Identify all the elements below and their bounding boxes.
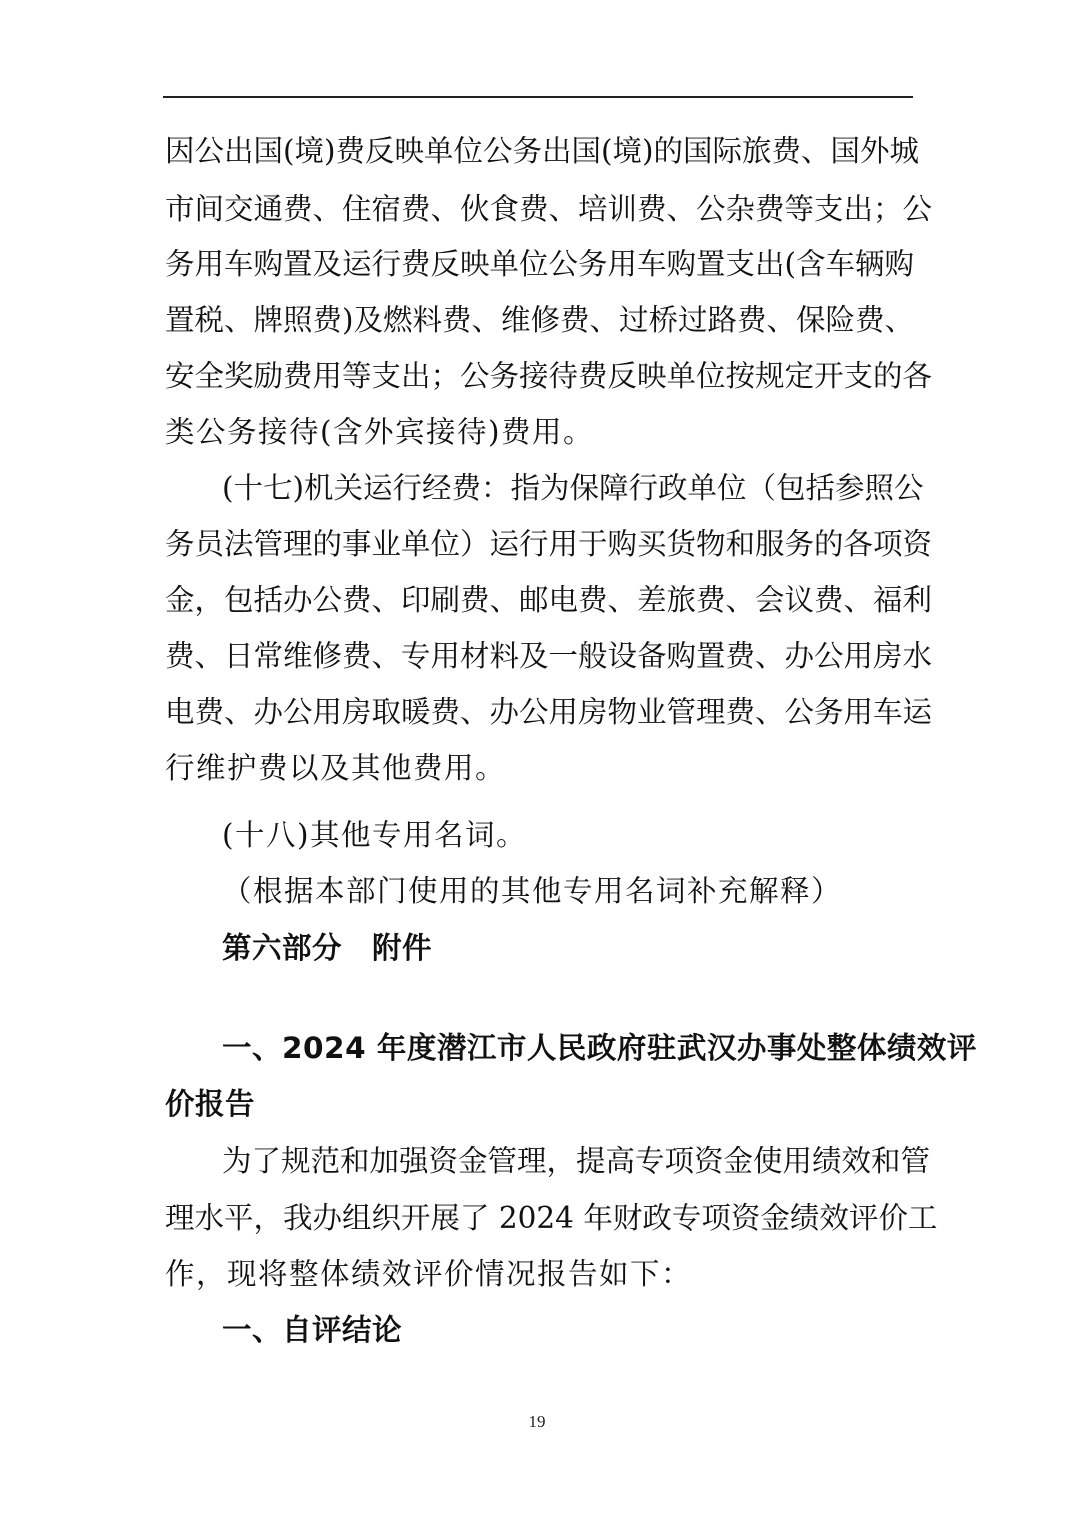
header-rule (163, 96, 913, 98)
body-line: （根据本部门使用的其他专用名词补充解释） (222, 874, 843, 908)
body-line: 市间交通费、住宿费、伙食费、培训费、公杂费等支出；公 (165, 192, 933, 226)
page-number: 19 (528, 1412, 546, 1431)
body-line: 电费、办公用房取暖费、办公用房物业管理费、公务用车运 (165, 695, 933, 729)
body-line: 费、日常维修费、专用材料及一般设备购置费、办公用房水 (165, 639, 933, 673)
body-line: 务用车购置及运行费反映单位公务用车购置支出(含车辆购 (165, 247, 915, 281)
body-line: 因公出国(境)费反映单位公务出国(境)的国际旅费、国外城 (165, 134, 920, 168)
section-heading: 第六部分 附件 (222, 931, 433, 965)
body-line: (十七)机关运行经费：指为保障行政单位（包括参照公 (222, 471, 924, 505)
body-line: 类公务接待(含外宾接待)费用。 (165, 415, 595, 449)
body-line: 为了规范和加强资金管理，提高专项资金使用绩效和管 (222, 1144, 931, 1178)
report-title: 一、2024 年度潜江市人民政府驻武汉办事处整体绩效评 (222, 1031, 977, 1065)
report-title-continued: 价报告 (165, 1087, 256, 1121)
body-line: (十八)其他专用名词。 (222, 818, 528, 852)
subsection-heading: 一、自评结论 (222, 1313, 403, 1347)
body-line: 理水平，我办组织开展了 2024 年财政专项资金绩效评价工 (165, 1201, 938, 1235)
body-line: 行维护费以及其他费用。 (165, 751, 507, 785)
body-line: 务员法管理的事业单位）运行用于购买货物和服务的各项资 (165, 527, 933, 561)
body-line: 金，包括办公费、印刷费、邮电费、差旅费、会议费、福利 (165, 583, 933, 617)
body-line: 作，现将整体绩效评价情况报告如下： (165, 1257, 693, 1291)
body-line: 安全奖励费用等支出；公务接待费反映单位按规定开支的各 (165, 359, 933, 393)
body-line: 置税、牌照费)及燃料费、维修费、过桥过路费、保险费、 (165, 303, 915, 337)
